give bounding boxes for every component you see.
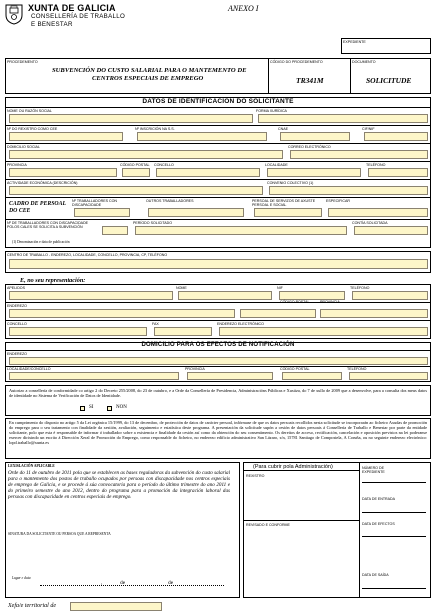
- signature-label: SINATURA DA SOLICITANTE OU PERSOA QUE A REPRESENTA: [8, 532, 111, 536]
- rep-name-field[interactable]: [178, 291, 272, 300]
- address-field[interactable]: [9, 150, 283, 159]
- staff-label: CADRO DE PERSOAL: [9, 201, 67, 207]
- expedient-label: EXPEDIENTE: [343, 40, 366, 44]
- procedure-code-label: CÓDIGO DO PROCEDEMENTO: [270, 60, 323, 64]
- consent-no-checkbox[interactable]: [107, 406, 112, 411]
- name-label: NOME OU RAZÓN SOCIAL: [7, 109, 52, 113]
- notif-postal-label: CÓDIGO POSTAL: [280, 367, 310, 371]
- rep-postal-label: CÓDIGO POSTAL: [280, 300, 310, 304]
- privacy-text: En cumprimento do disposto no artigo 5 da Lei orgánica 15/1999, do 13 de decembro, de protección de datos de carácter persoal, infórmase de que os datos persoais recollidos nesta solicitude se incorporarán ao ficheiro Axudas de promoción do emprego para o seu tratamento con finalidade da xestión, avaliación, seguimento e estatística deste programa. A presentación da solicitude supón a cesión de datos persoais á Consellería de Traballo e Benestar por parte da entidade solicitante, polo que esta é responsable de informar ó traballador sobre a existencia e finalidade da cesión así como da obtención do seu consentimento. Os dereitos de acceso, rectificación, cancelación e oposición previstos na lei poderanse exercer dirixindo un escrito á Dirección Xeral de Promoción do Emprego, como responsable do ficheiro, no enderezo edificio administrativo San Lázaro, s/n, 15781 Santiago de Compostela, A Coruña, ou no seguinte enderezo electrónico: lopd.traballo@xunta.es: [9, 420, 427, 445]
- entry-date-line[interactable]: [362, 512, 426, 513]
- coat-of-arms-icon: [4, 3, 24, 25]
- notif-postal-field[interactable]: [282, 372, 342, 380]
- rep-phone-label: TELÉFONO: [350, 286, 370, 290]
- province-label: PROVINCIA: [7, 163, 27, 167]
- specify-field[interactable]: [328, 208, 428, 217]
- rep-nif-field[interactable]: [279, 291, 345, 300]
- cnae-field[interactable]: [280, 132, 350, 141]
- phone-field[interactable]: [368, 168, 428, 177]
- department-name-line2: E BENESTAR: [31, 21, 73, 28]
- rep-email-field[interactable]: [219, 327, 428, 336]
- other-workers-label: OUTROS TRABALLADORES: [146, 199, 194, 203]
- work-centre-field[interactable]: [9, 259, 428, 269]
- footnote: (1) Denominación e data de publicación: [12, 240, 70, 244]
- consent-yes-label: SI: [89, 405, 94, 410]
- territorial-label: Xefa/e territorial de: [8, 603, 56, 609]
- territorial-field[interactable]: [70, 602, 162, 611]
- admin-title: (Para cubrir pola Administración): [253, 464, 333, 470]
- exit-date-line[interactable]: [362, 588, 426, 589]
- applicant-section-title: DATOS DE IDENTIFICACIÓN DO SOLICITANTE: [142, 98, 294, 105]
- legal-form-label: FORMA XURÍDICA: [256, 109, 287, 113]
- other-workers-field[interactable]: [148, 208, 244, 217]
- agreement-label: CONVENIO COLECTIVO (1): [267, 181, 314, 185]
- notif-locality-field[interactable]: [9, 372, 179, 380]
- register-label: REXISTRO: [246, 474, 265, 478]
- notif-phone-field[interactable]: [349, 372, 428, 380]
- specify-label: ESPECIFICAR: [326, 199, 350, 203]
- consent-text: Autorizo a consellería de conformidade co artigo 2 do Decreto 255/2008, do 23 de outubro, e a Orde da Consellería de Presidencia, Administracións Públicas e Xustiza, do 7 de xullo de 2009 que a desenvolve, para a consulta dos meus datos de identidade no Sistema de Verificación de Datos de Identidade.: [9, 388, 427, 398]
- procedure-title-line1: SUBVENCIÓN DO CUSTO SALARIAL PARA O MANTEMENTO DE: [52, 67, 247, 74]
- rep-address-field[interactable]: [9, 309, 235, 318]
- cee-register-label: Nº DO REXISTRO COMO CEE: [7, 127, 58, 131]
- admin-exp-number-label: NÚMERO DE EXPEDIENTE: [362, 466, 385, 474]
- period-label: PERÍODO SOLICITADO: [133, 221, 173, 225]
- procedure-label: PROCEDEMENTO: [7, 60, 38, 64]
- support-staff-label: PERSOAL DE SERVIZOS DE AXUSTE PERSOAL E SOCIAL: [252, 199, 316, 207]
- procedure-code-value: TR341M: [296, 76, 324, 85]
- date-sep-3: de: [168, 580, 174, 586]
- exit-date-label: DATA DE SAÍDA: [362, 573, 389, 577]
- agreement-field[interactable]: [269, 186, 428, 195]
- period-field[interactable]: [135, 226, 347, 235]
- workers-disability-field[interactable]: [74, 208, 130, 217]
- council-label: CONCELLO: [154, 163, 174, 167]
- notif-address-label: ENDEREZO: [7, 352, 27, 356]
- reviewed-label: REVISADO E CONFORME: [246, 523, 290, 527]
- consent-no-label: NON: [116, 405, 127, 410]
- notif-province-field[interactable]: [187, 372, 273, 380]
- workers-disability-label: Nº TRABALLADORES CON DISCAPACIDADE: [72, 199, 117, 207]
- rep-surnames-label: APELIDOS: [7, 286, 25, 290]
- activity-label: ACTIVIDADE ECONÓMICA (DESCRICIÓN): [7, 181, 78, 185]
- phone-label: TELÉFONO: [366, 163, 386, 167]
- workers-requested-field[interactable]: [102, 226, 128, 235]
- postal-code-field[interactable]: [122, 168, 150, 177]
- place-date-label: Lugar e data: [12, 576, 31, 580]
- locality-field[interactable]: [267, 168, 361, 177]
- rep-address-label: ENDEREZO: [7, 304, 27, 308]
- rep-phone-field[interactable]: [352, 291, 428, 300]
- support-staff-field[interactable]: [254, 208, 322, 217]
- notif-province-label: PROVINCIA: [185, 367, 205, 371]
- province-field[interactable]: [9, 168, 117, 177]
- staff-label-cee: DO CEE: [9, 208, 31, 214]
- rep-nif-label: NIF: [277, 286, 283, 290]
- postal-code-label: CÓDIGO POSTAL: [120, 163, 150, 167]
- email-label: CORREO ELECTRÓNICO: [288, 145, 331, 149]
- cif-nif-field[interactable]: [364, 132, 428, 141]
- xunta-logo: [4, 3, 24, 25]
- annex-title: ANEXO I: [228, 4, 259, 13]
- council-field[interactable]: [156, 168, 260, 177]
- legislation-text: Orde do 11 de outubro de 2011 pola que se establecen as bases reguladoras da subvención do custo salarial para o mantemento dos postos de traballo ocupados por persoas con discapacidade nos centros especiais de emprego de Galicia, e se procede á súa convocatoria para o período do último trimestre do ano 2011 e do primeiro semestre do ano 2012, dentro do programa para a promoción da integración laboral das persoas con discapacidade en centros especiais de emprego.: [8, 470, 230, 500]
- notif-address-field[interactable]: [9, 357, 428, 365]
- notification-section-title: DOMICILIO PARA OS EFECTOS DE NOTIFICACIÓN: [141, 342, 295, 348]
- rep-postal-field[interactable]: [240, 309, 316, 318]
- rep-name-label: NOME: [176, 286, 187, 290]
- address-label: DOMICILIO SOCIAL: [7, 145, 40, 149]
- rep-province-field[interactable]: [320, 309, 428, 318]
- department-name-line1: CONSELLERÍA DE TRABALLO: [31, 13, 126, 20]
- rep-province-label: PROVINCIA: [320, 300, 340, 304]
- social-security-label: Nº INSCRICIÓN NA S.S.: [135, 127, 175, 131]
- locality-label: LOCALIDADE: [265, 163, 288, 167]
- admin-exp-number-line[interactable]: [362, 482, 426, 483]
- social-security-field[interactable]: [137, 132, 267, 141]
- representative-title: E, no seu representación:: [20, 277, 86, 284]
- notif-phone-label: TELÉFONO: [347, 367, 367, 371]
- amount-field[interactable]: [354, 226, 428, 235]
- rep-surnames-field[interactable]: [9, 291, 173, 300]
- document-value: SOLICITUDE: [366, 76, 412, 85]
- date-sep-2: de: [120, 580, 126, 586]
- activity-field[interactable]: [9, 186, 263, 195]
- cee-register-field[interactable]: [9, 132, 123, 141]
- procedure-title-line2: CENTROS ESPECIAIS DE EMPREGO: [92, 75, 204, 82]
- consent-yes-checkbox[interactable]: [80, 406, 85, 411]
- place-date-line[interactable]: [40, 585, 224, 586]
- cif-nif-label: CIF/NIF: [362, 127, 375, 131]
- notif-locality-label: LOCALIDADE/CONCELLO: [7, 367, 51, 371]
- rep-fax-label: FAX: [152, 322, 159, 326]
- rep-email-label: ENDEREZO ELECTRÓNICO: [217, 322, 264, 326]
- date-sep-1: ,: [101, 580, 103, 586]
- rep-council-label: CONCELLO: [7, 322, 27, 326]
- entry-date-label: DATA DE ENTRADA: [362, 497, 396, 501]
- email-field[interactable]: [290, 150, 428, 159]
- cnae-label: CNAE: [278, 127, 288, 131]
- document-label: DOCUMENTO: [352, 60, 376, 64]
- org-name: XUNTA DE GALICIA: [28, 3, 116, 13]
- legal-form-field[interactable]: [258, 114, 428, 123]
- effects-date-line[interactable]: [362, 536, 426, 537]
- rep-council-field[interactable]: [9, 327, 147, 336]
- rep-fax-field[interactable]: [154, 327, 212, 336]
- workers-requested-label: Nº DE TRABALLADORES CON DISCAPACIDADE POLOS CALES SE SOLICITA A SUBVENCIÓN: [7, 221, 89, 229]
- amount-label: CONTÍA SOLICITADA: [352, 221, 388, 225]
- effects-date-label: DATA DE EFECTOS: [362, 522, 395, 526]
- work-centre-label: CENTRO DE TRABALLO - ENDEREZO, LOCALIDADE, CONCELLO, PROVINCIA, CP, TELÉFONO: [7, 253, 168, 257]
- legislation-title: LEXISLACIÓN APLICABLE: [8, 464, 55, 468]
- company-name-field[interactable]: [9, 114, 253, 123]
